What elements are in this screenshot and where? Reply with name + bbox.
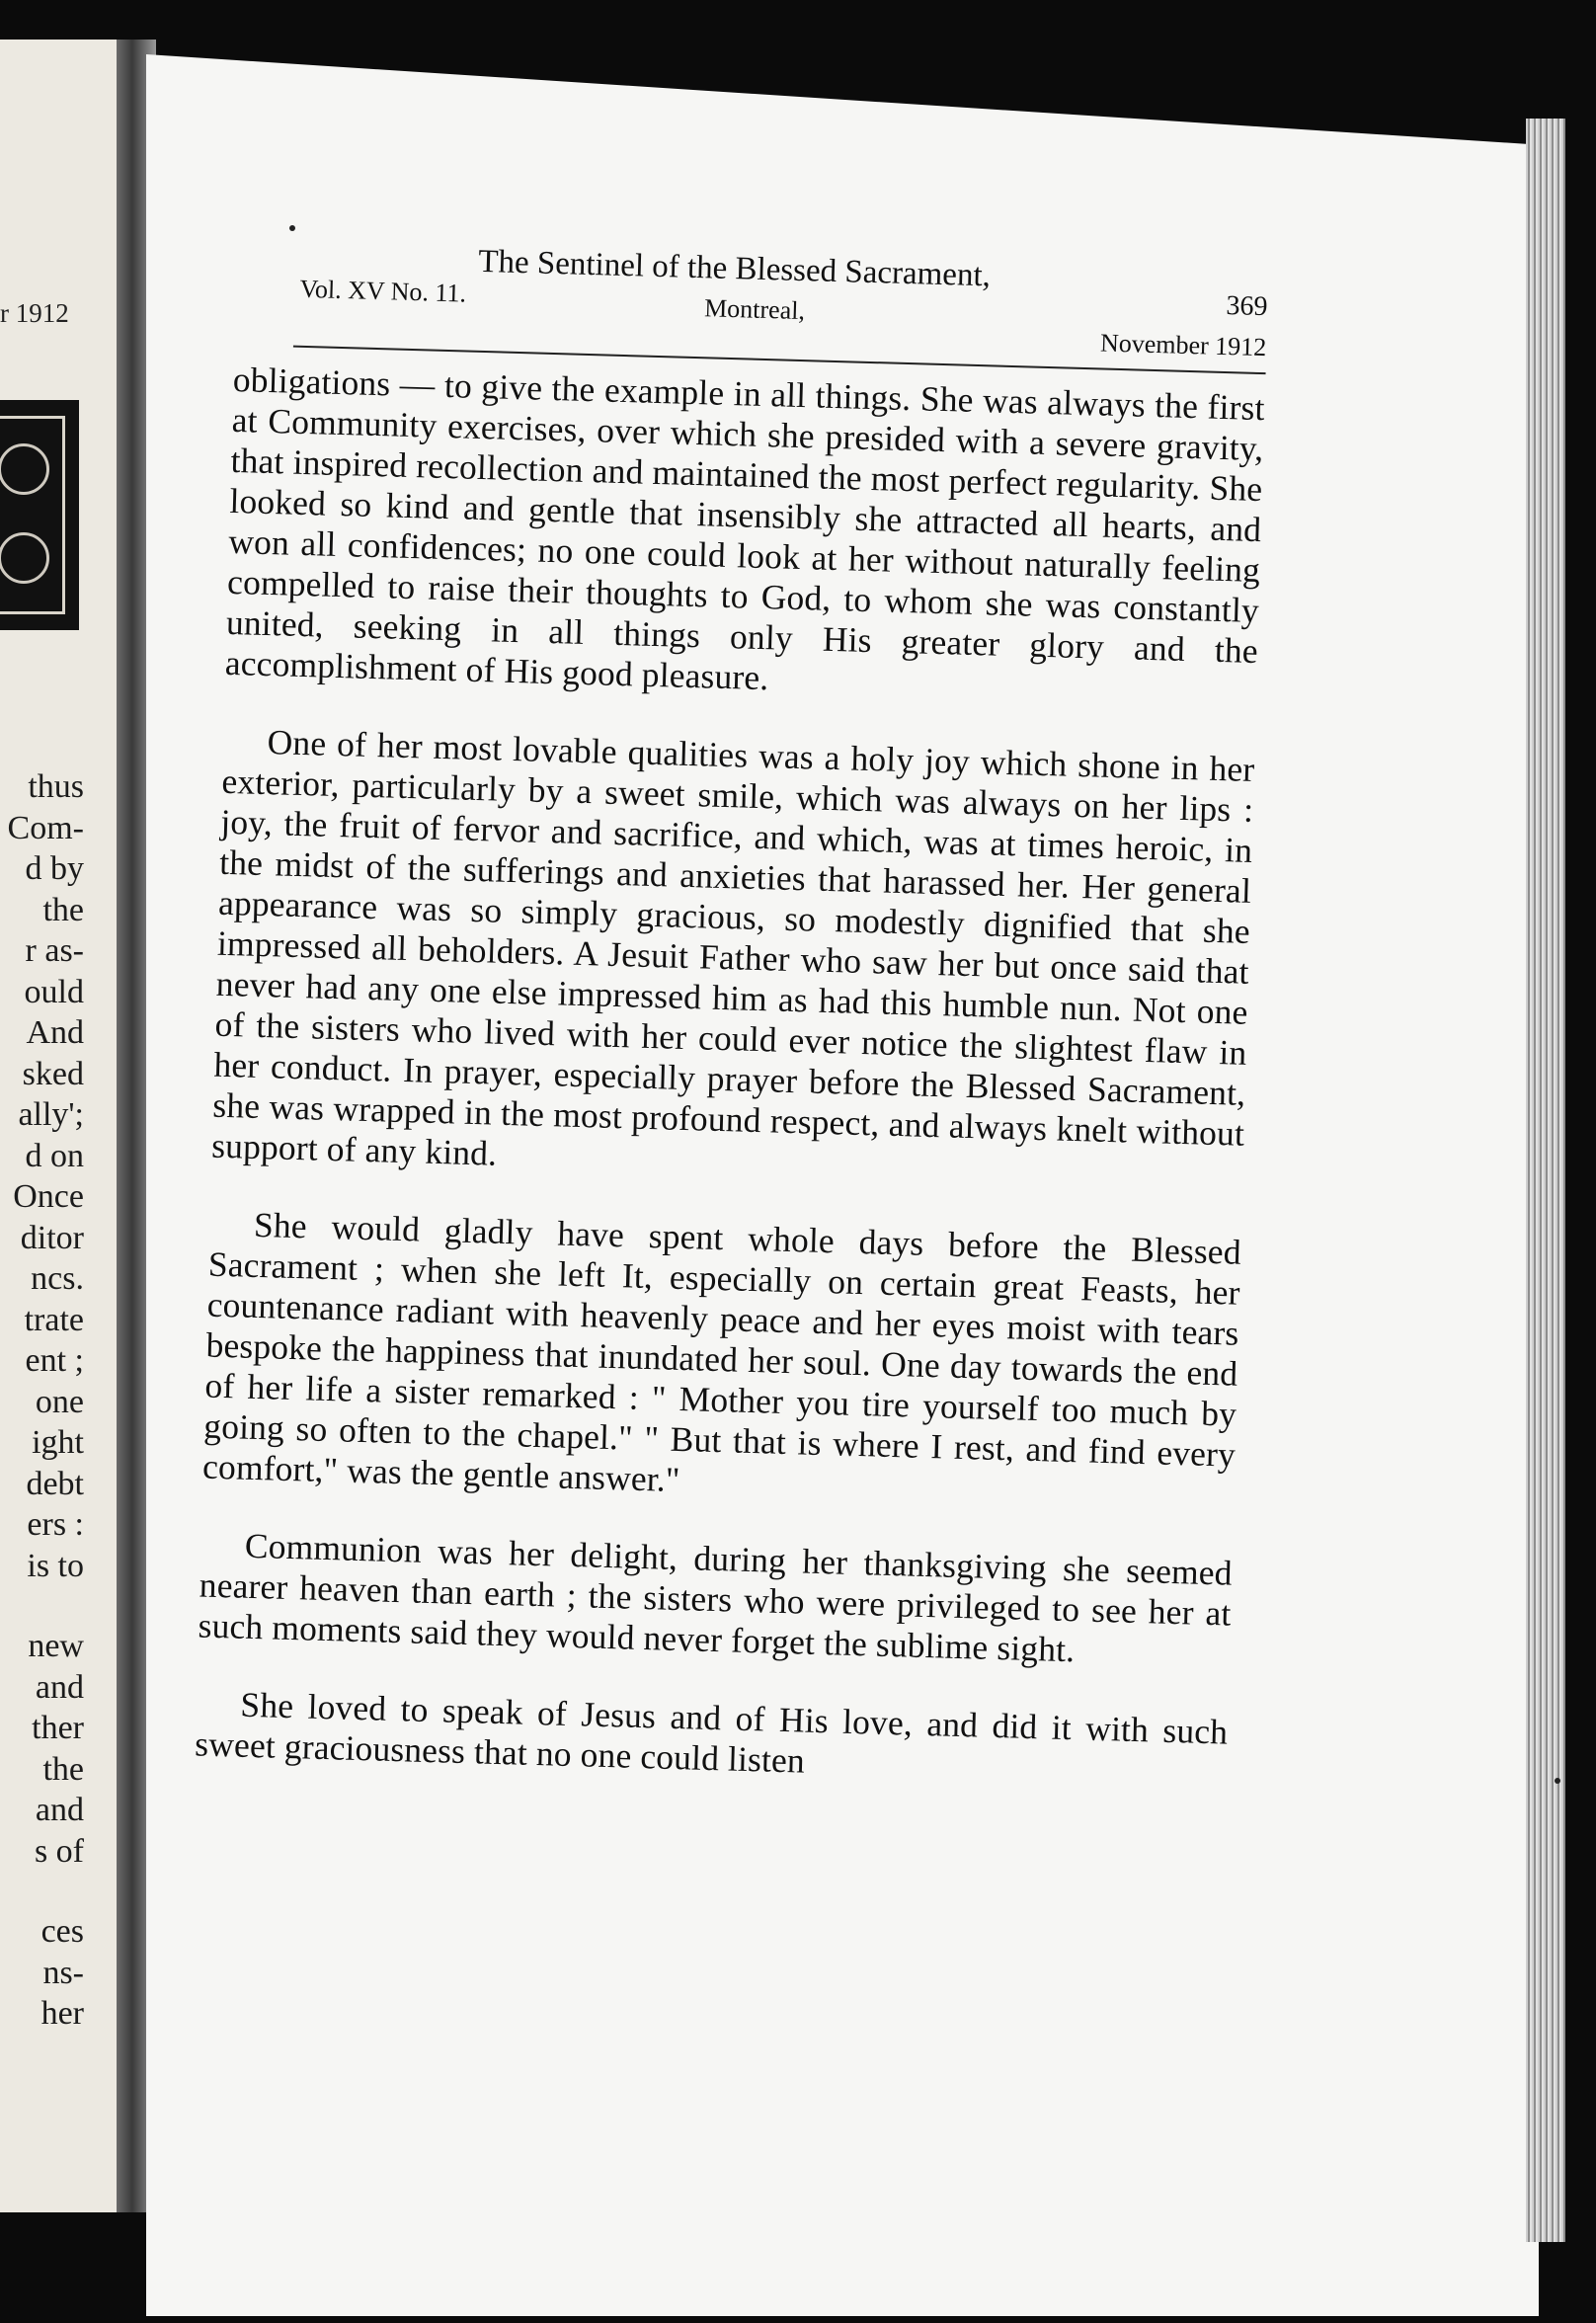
facing-page-fragment: new: [28, 1628, 84, 1664]
ink-speck: [289, 225, 295, 231]
facing-page-fragment: ally';: [18, 1096, 84, 1133]
facing-page-header: r 1912: [0, 298, 69, 328]
ink-speck: [1555, 1778, 1560, 1784]
facing-page-fragment: one: [35, 1383, 84, 1420]
facing-page-fragment: And: [26, 1014, 84, 1051]
page-number: 369: [1226, 289, 1268, 323]
facing-page-fragment: and: [35, 1668, 84, 1706]
paragraph: Communion was her delight, during her thanksgiving she seemed nearer heaven than earth ; the sisters who were privileged to see her at such moments said they would never forget the sublime sight.: [198, 1525, 1234, 1670]
paragraph: She would gladly have spent whole days before the Blessed Sacrament ; when she left It, especially on certain great Feasts, her countenance radiant with heavenly peace and her eyes moist with tears bespoke the happiness that inundated her soul. One day towards the end of her life a sister remarked : " Mother you tire yourself too much by going so often to the chapel." " But that is where I rest, and find every comfort," was the gentle answer.": [201, 1204, 1242, 1500]
journal-title: The Sentinel of the Blessed Sacrament,: [477, 243, 992, 294]
facing-page-fragment: trate: [24, 1301, 84, 1338]
volume-number: Vol. XV No. 11.: [299, 274, 467, 308]
ornament-swirl: [0, 532, 49, 584]
facing-page-fragment: sked: [22, 1055, 84, 1092]
facing-page-fragment: and: [35, 1792, 84, 1828]
ornament-swirl: [0, 443, 49, 495]
facing-page-fragment: Com-: [7, 809, 84, 846]
facing-page-fragment: ncs.: [31, 1260, 84, 1297]
facing-page-fragment: thus: [28, 768, 84, 805]
facing-page-fragment: r as-: [25, 932, 84, 969]
page-edges: [1526, 119, 1565, 2242]
facing-page-fragment: Once: [13, 1178, 84, 1215]
facing-page-fragment: the: [42, 1750, 84, 1788]
facing-page-fragment: is to: [27, 1547, 84, 1584]
facing-page-fragment: her: [40, 1995, 84, 2032]
facing-page-fragment: ditor: [20, 1219, 84, 1256]
facing-page-fragment: debt: [26, 1465, 84, 1502]
paragraph: One of her most lovable qualities was a holy joy which shone in her exterior, particularly by a sweet smile, which was always on her lips : joy, the fruit of fervor and sacrifice, and which, was at times heroic, in the midst of the sufferings and anxieties that harassed her. Her general appearance was so simply gracious, so modestly dignified that she impressed all beholders. A Jesuit Father who saw her but once said that never had any one else impressed him as had this humble nun. Not one of the sisters who lived with her could ever notice the slightest flaw in her conduct. In prayer, especially prayer before the Blessed Sacrament, she was wrapped in the most profound respect, and always knelt without support of any kind.: [210, 722, 1255, 1173]
city: Montreal,: [703, 293, 806, 326]
facing-page-fragment: ent ;: [25, 1342, 84, 1379]
facing-page-fragment: ther: [32, 1710, 84, 1746]
facing-page-fragment: d by: [25, 850, 84, 887]
facing-page-fragment: the: [42, 891, 84, 928]
paragraph: She loved to speak of Jesus and of His love, and did it with such sweet graciousness that no one could listen: [194, 1684, 1229, 1781]
page-content: [194, 237, 1269, 1831]
facing-page-fragment: ces: [40, 1913, 84, 1950]
facing-page-fragment: ns-: [42, 1954, 84, 1991]
facing-page-fragment: d on: [25, 1137, 84, 1174]
facing-page-fragment: s of: [34, 1832, 84, 1870]
paragraph: obligations — to give the example in all things. She was always the first at Community exercises, over which she presided with a severe gravity, that inspired recollection and maintained the most perfect regularity. She looked so kind and gentle that insensibly she attracted all hearts, and won all confidences; no one could look at her without naturally feeling compelled to raise their thoughts to God, to whom she was constantly united, seeking in all things only His greater glory and the accomplishment of His good pleasure.: [224, 359, 1266, 698]
issue-date: November 1912: [1099, 328, 1267, 362]
ornament-initial: [0, 400, 79, 630]
facing-page-fragment: ight: [32, 1424, 84, 1461]
facing-page-fragment: ers :: [27, 1506, 84, 1543]
facing-page: [0, 40, 133, 2212]
facing-page-fragment: ould: [24, 973, 84, 1010]
